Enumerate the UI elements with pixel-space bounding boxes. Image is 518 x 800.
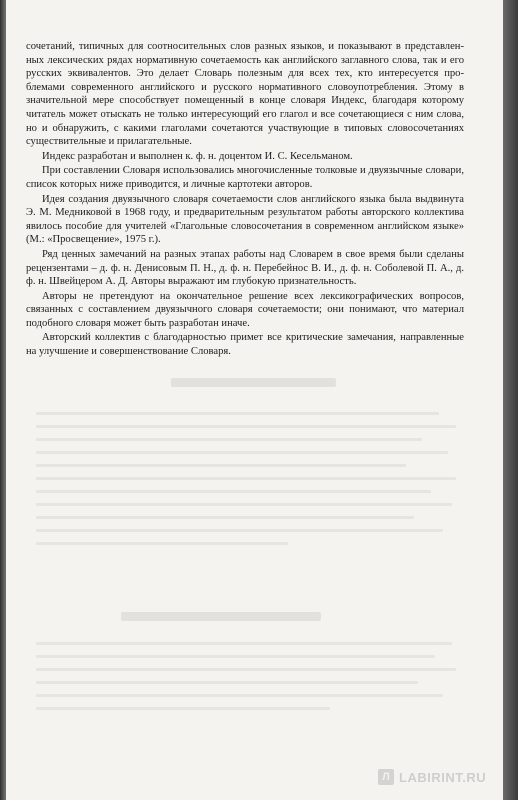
watermark-badge-glyph: Л (382, 771, 390, 783)
bleed-through-heading (171, 378, 336, 387)
paragraph-feedback (26, 331, 464, 358)
paragraph-origin-idea (26, 193, 464, 247)
text-line: ных лексических рядах нормативную сочетаемость как английского заглавного слова, так и (26, 54, 450, 66)
page-edge-shadow (503, 0, 518, 800)
paragraph-reviewers (26, 248, 464, 289)
text-line: существительные и прилагательные. (26, 136, 192, 148)
text-line: читатель может отыскать не только интересующий его глагол и все сочетающиеся с ним слова, (26, 108, 464, 120)
text-line: блемами современного английского и русского нормативного словоупотребления. Этому в (26, 81, 464, 93)
text-line: Авторский коллектив с благодарностью примет все критические замечания, направленные на улучшение и совершенствование Словаря. (26, 332, 464, 358)
bleed-through-heading (121, 612, 321, 621)
labirint-watermark (378, 766, 503, 788)
paragraph-dictionary-usefulness (26, 40, 464, 149)
bleed-through-text (36, 402, 456, 555)
paragraph-sources (26, 164, 464, 191)
body-text (26, 40, 464, 360)
bleed-through-text (36, 632, 456, 720)
text-line: его русских эквивалентов. Это делает Словарь полезным для всех тех, кто интересуется про- (26, 54, 464, 80)
watermark-text: LABIRINT.RU (399, 769, 487, 785)
labirint-logo-icon (378, 769, 394, 785)
text-line: значительной мере способствует помещенный в конце словаря Индекс, благодаря которому (26, 95, 464, 107)
text-line: При составлении Словаря использовались многочисленные толковые и двуязычные словари, список которых ниже приводится, и личные картотеки авторов. (26, 165, 464, 190)
paragraph-index-author (26, 150, 464, 164)
paragraph-disclaimer (26, 290, 464, 331)
text-line: Ряд ценных замечаний на разных этапах работы над Словарем в свое время были сделаны рецензентами – д. ф. н. Денисовым П. Н., д. ф. н. Перебейнос В. И., д. ф. н. Соболевой П. А., д. ф. н. Швейцером А. Д. Авторы выражают им глубокую признательность. (26, 248, 464, 288)
text-line: но и обнаружить, с какими глаголами сочетаются участвующие в типовых словосочетаниях (26, 122, 464, 134)
text-line: Индекс разработан и выполнен к. ф. н. доцентом И. С. Кесельманом. (42, 150, 353, 162)
text-line: сочетаний, типичных для соотносительных слов разных языков, и показывают в представлен- (26, 41, 464, 52)
book-page (6, 0, 503, 800)
text-line: Авторы не претендуют на окончательное решение всех лексикографических вопросов, связанных с составлением двуязычного словаря сочетаемости; они понимают, что материал подобного словаря может быть разработан иначе. (26, 290, 464, 329)
text-line: Идея создания двуязычного словаря сочетаемости слов английского языка была выдвинута Э. М. Медниковой в 1968 году, и предварительным результатом работы авторского коллектива явилось пособие для учителей «Глагольные словосочетания в современном английском языке» (М.: «Просвещение», 1975 г.). (26, 193, 464, 246)
